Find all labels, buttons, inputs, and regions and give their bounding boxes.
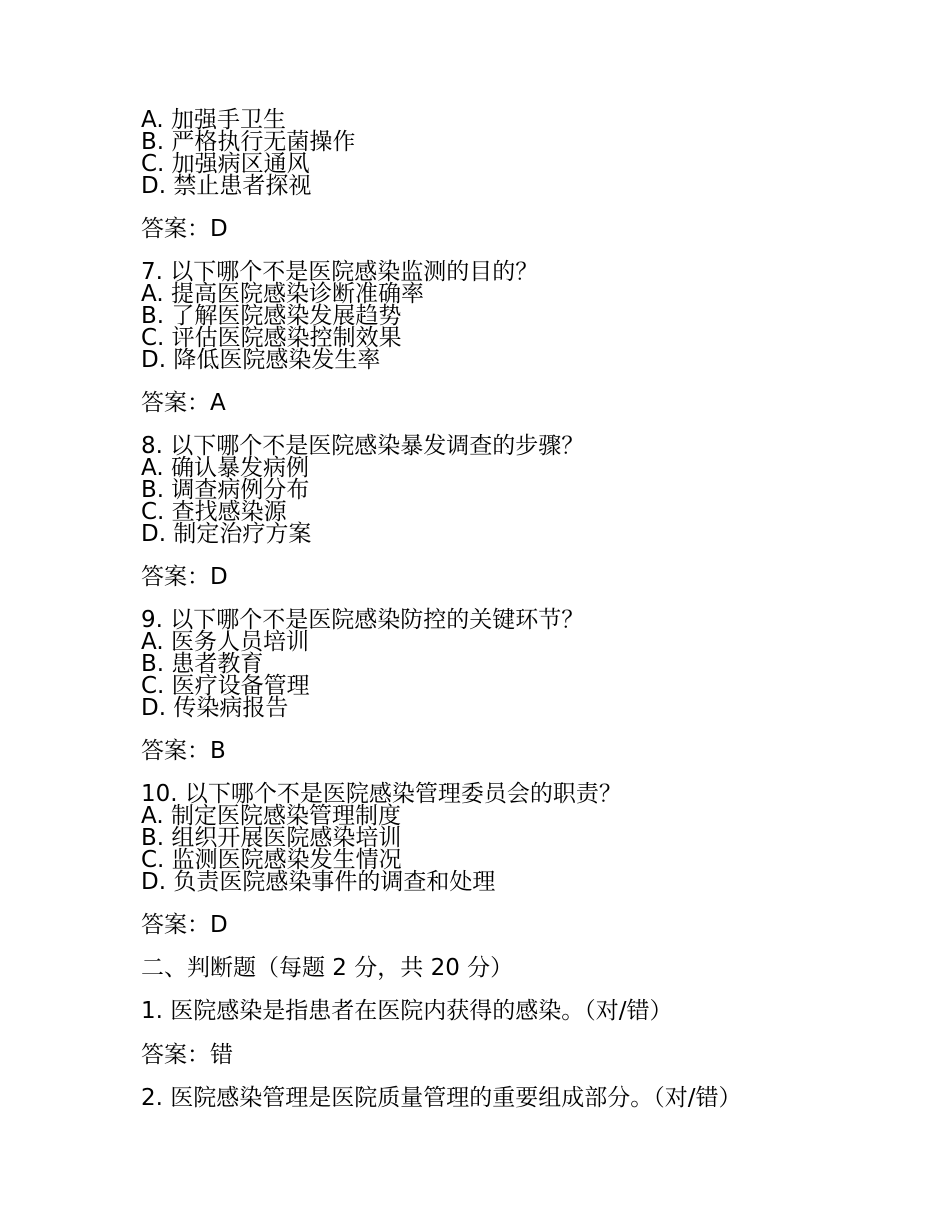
tf1-question: 1. 医院感染是指患者在医院内获得的感染。（对/错）: [141, 998, 673, 1024]
q7-option-c: C. 评估医院感染控制效果: [141, 325, 402, 351]
q7-option-b: B. 了解医院感染发展趋势: [141, 303, 402, 329]
q7-question: 7. 以下哪个不是医院感染监测的目的？: [141, 259, 539, 285]
q10-answer: 答案：D: [141, 912, 228, 938]
q6-option-d: D. 禁止患者探视: [141, 173, 312, 199]
q7-option-a: A. 提高医院感染诊断准确率: [141, 281, 424, 307]
q8-option-d: D. 制定治疗方案: [141, 521, 312, 547]
q6-option-b: B. 严格执行无菌操作: [141, 129, 356, 155]
tf2-question: 2. 医院感染管理是医院质量管理的重要组成部分。（对/错）: [141, 1085, 742, 1111]
q10-option-c: C. 监测医院感染发生情况: [141, 847, 402, 873]
tf1-answer: 答案：错: [141, 1042, 233, 1068]
q10-option-a: A. 制定医院感染管理制度: [141, 803, 401, 829]
q9-option-c: C. 医疗设备管理: [141, 673, 310, 699]
q9-option-a: A. 医务人员培训: [141, 629, 309, 655]
q10-option-b: B. 组织开展医院感染培训: [141, 825, 402, 851]
q8-option-c: C. 查找感染源: [141, 499, 287, 525]
q8-option-a: A. 确认暴发病例: [141, 455, 309, 481]
section-heading: 二、判断题（每题 2 分，共 20 分）: [141, 955, 514, 981]
q8-question: 8. 以下哪个不是医院感染暴发调查的步骤？: [141, 433, 585, 459]
q9-option-b: B. 患者教育: [141, 651, 264, 677]
q6-answer: 答案：D: [141, 216, 228, 242]
q7-option-d: D. 降低医院感染发生率: [141, 347, 381, 373]
q8-option-b: B. 调查病例分布: [141, 477, 310, 503]
q8-answer: 答案：D: [141, 564, 228, 590]
q9-question: 9. 以下哪个不是医院感染防控的关键环节？: [141, 607, 585, 633]
q10-question: 10. 以下哪个不是医院感染管理委员会的职责？: [141, 781, 622, 807]
q9-option-d: D. 传染病报告: [141, 695, 289, 721]
q7-answer: 答案：A: [141, 390, 226, 416]
q6-option-c: C. 加强病区通风: [141, 151, 310, 177]
q10-option-d: D. 负责医院感染事件的调查和处理: [141, 869, 496, 895]
q6-option-a: A. 加强手卫生: [141, 107, 286, 133]
q9-answer: 答案：B: [141, 738, 226, 764]
